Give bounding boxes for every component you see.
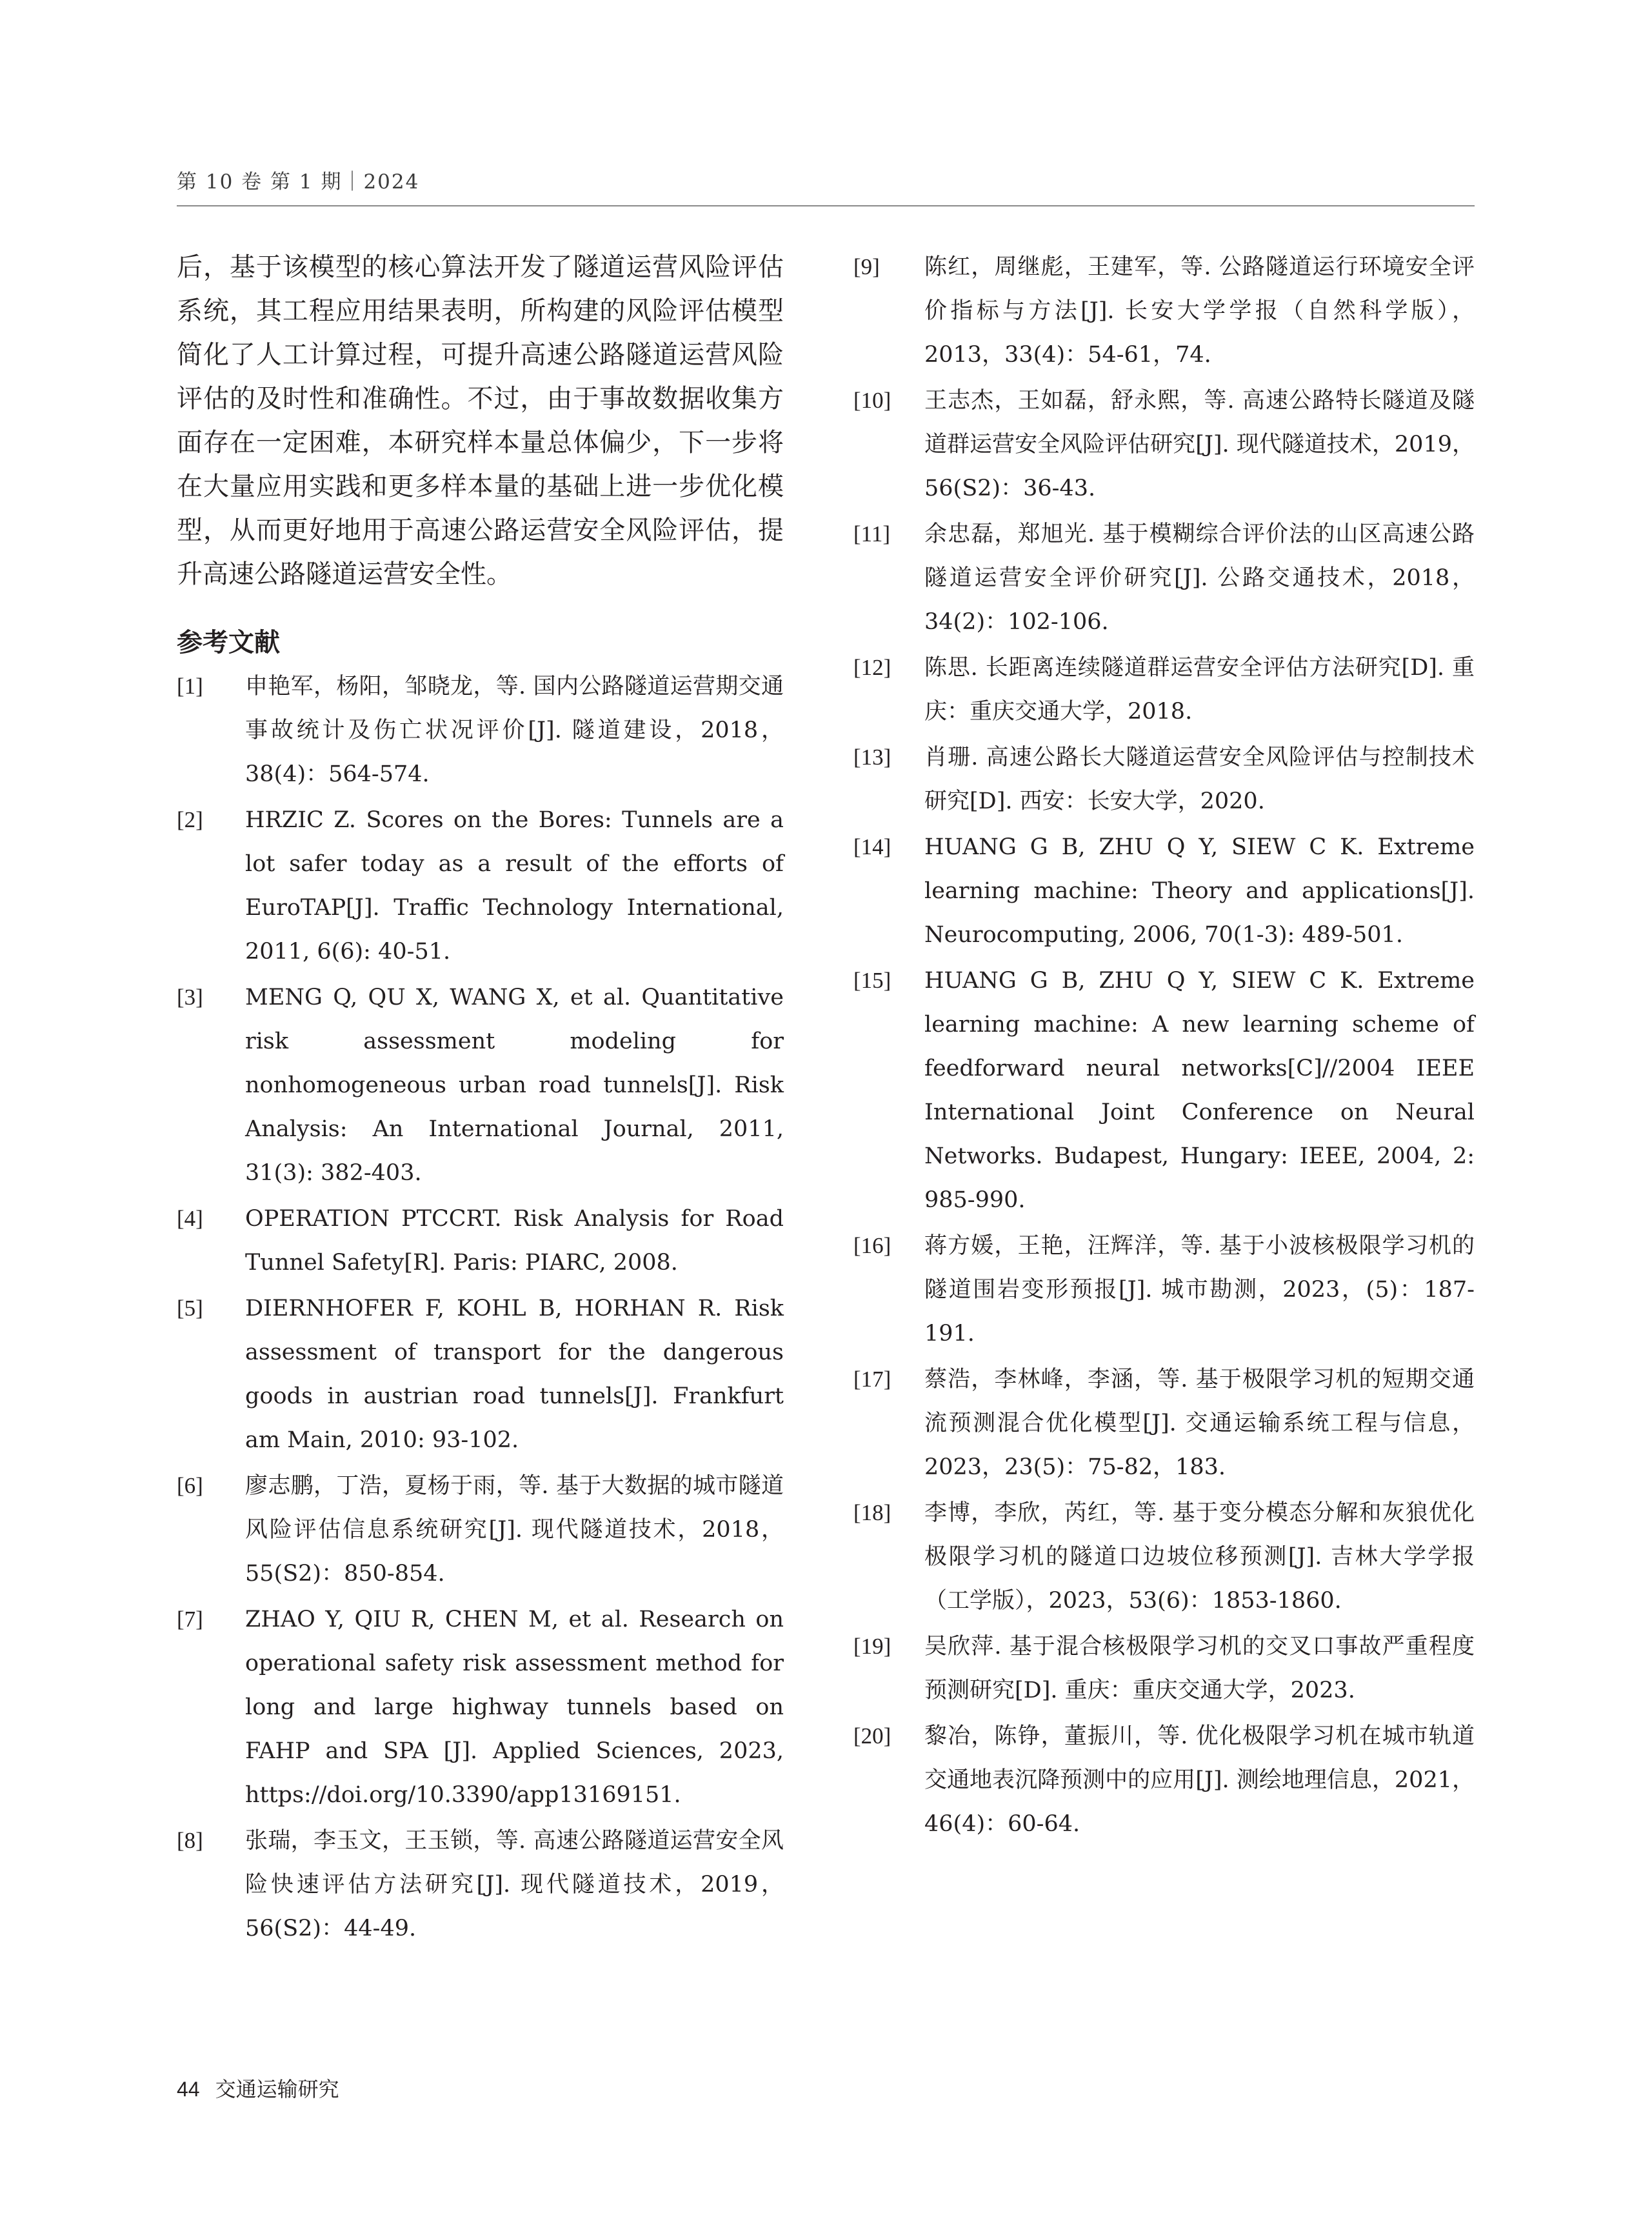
reference-item-19 (853, 1625, 1475, 1712)
reference-item-4 (177, 1197, 784, 1285)
reference-number: [4] (177, 1206, 203, 1231)
header-divider (177, 205, 1475, 206)
reference-item-18 (853, 1491, 1475, 1623)
reference-text: 李博，李欣，芮红，等. 基于变分模态分解和灰狼优化极限学习机的隧道口边坡位移预测[J]. 吉林大学学报（工学版），2023，53(6)：1853-1860. (924, 1500, 1475, 1614)
reference-text: 肖珊. 高速公路长大隧道运营安全风险评估与控制技术研究[D]. 西安：长安大学，2020. (924, 745, 1475, 814)
reference-text: 王志杰，王如磊，舒永熙，等. 高速公路特长隧道及隧道群运营安全风险评估研究[J]. 现代隧道技术，2019，56(S2)：36-43. (924, 388, 1475, 501)
reference-number: [20] (853, 1723, 891, 1749)
reference-number: [6] (177, 1473, 203, 1498)
reference-number: [9] (853, 254, 880, 279)
reference-number: [2] (177, 807, 203, 832)
reference-item-15 (853, 959, 1475, 1222)
reference-item-8 (177, 1819, 784, 1950)
reference-item-12 (853, 646, 1475, 734)
reference-text: 廖志鹏，丁浩，夏杨于雨，等. 基于大数据的城市隧道风险评估信息系统研究[J]. 现代隧道技术，2018，55(S2)：850-854. (245, 1473, 784, 1587)
reference-item-5 (177, 1287, 784, 1462)
reference-number: [3] (177, 985, 203, 1010)
reference-number: [5] (177, 1296, 203, 1321)
reference-list-right (853, 245, 1475, 1846)
reference-list-left (177, 665, 784, 1950)
reference-text: 陈思. 长距离连续隧道群运营安全评估方法研究[D]. 重庆：重庆交通大学，2018. (924, 655, 1475, 725)
reference-number: [16] (853, 1233, 891, 1258)
reference-text: 申艳军，杨阳，邹晓龙，等. 国内公路隧道运营期交通事故统计及伤亡状况评价[J]. 隧道建设，2018，38(4)：564-574. (245, 674, 784, 787)
reference-item-3 (177, 976, 784, 1195)
reference-item-7 (177, 1598, 784, 1817)
reference-text: 蒋方媛，王艳，汪辉洋，等. 基于小波核极限学习机的隧道围岩变形预报[J]. 城市勘测，2023，(5)：187-191. (924, 1233, 1475, 1347)
reference-text: ZHAO Y, QIU R, CHEN M, et al. Research on operational safety risk assessment method for long and large highway tunnels based on FAHP and SPA [J]. Applied Sciences, 2023, https://doi.org/10.3390/app13169151. (245, 1607, 784, 1808)
reference-number: [8] (177, 1828, 203, 1853)
reference-text: HRZIC Z. Scores on the Bores: Tunnels are a lot safer today as a result of the efforts of EuroTAP[J]. Traffic Technology International, 2011, 6(6): 40-51. (245, 807, 784, 965)
right-column (853, 245, 1475, 1848)
reference-item-14 (853, 825, 1475, 957)
reference-number: [13] (853, 745, 891, 770)
reference-item-2 (177, 798, 784, 974)
reference-item-11 (853, 512, 1475, 644)
reference-text: HUANG G B, ZHU Q Y, SIEW C K. Extreme learning machine: Theory and applications[J]. Neurocomputing, 2006, 70(1-3): 489-501. (924, 834, 1475, 948)
reference-text: 余忠磊，郑旭光. 基于模糊综合评价法的山区高速公路隧道运营安全评价研究[J]. 公路交通技术，2018，34(2)：102-106. (924, 521, 1475, 635)
running-header: 第 10 卷 第 1 期｜2024 (177, 170, 420, 194)
reference-number: [15] (853, 968, 891, 993)
reference-text: DIERNHOFER F, KOHL B, HORHAN R. Risk assessment of transport for the dangerous goods in austrian road tunnels[J]. Frankfurt am Main, 2010: 93-102. (245, 1296, 784, 1453)
reference-text: MENG Q, QU X, WANG X, et al. Quantitative risk assessment modeling for nonhomogeneous urban road tunnels[J]. Risk Analysis: An International Journal, 2011, 31(3): 382-403. (245, 985, 784, 1186)
reference-number: [7] (177, 1607, 203, 1632)
reference-item-9 (853, 245, 1475, 377)
references-heading: 参考文献 (177, 628, 280, 657)
reference-number: [11] (853, 521, 891, 546)
reference-text: 黎冶，陈铮，董振川，等. 优化极限学习机在城市轨道交通地表沉降预测中的应用[J]. 测绘地理信息，2021，46(4)：60-64. (924, 1723, 1475, 1837)
reference-text: HUANG G B, ZHU Q Y, SIEW C K. Extreme learning machine: A new learning scheme of feedforward neural networks[C]//2004 IEEE International Joint Conference on Neural Networks. Budapest, Hungary: IEEE, 2004, 2: 985-990. (924, 968, 1475, 1213)
reference-item-17 (853, 1358, 1475, 1489)
reference-text: 张瑞，李玉文，王玉锁，等. 高速公路隧道运营安全风险快速评估方法研究[J]. 现代隧道技术，2019，56(S2)：44-49. (245, 1828, 784, 1941)
journal-name: 交通运输研究 (215, 2077, 339, 2101)
reference-text: 陈红，周继彪，王建军，等. 公路隧道运行环境安全评价指标与方法[J]. 长安大学学报（自然科学版），2013，33(4)：54-61，74. (924, 254, 1475, 368)
reference-item-10 (853, 379, 1475, 510)
page-footer (177, 2076, 339, 2102)
reference-text: 蔡浩，李林峰，李涵，等. 基于极限学习机的短期交通流预测混合优化模型[J]. 交通运输系统工程与信息，2023，23(5)：75-82，183. (924, 1367, 1475, 1480)
reference-number: [17] (853, 1367, 891, 1392)
conclusion-paragraph: 后，基于该模型的核心算法开发了隧道运营风险评估系统，其工程应用结果表明，所构建的风险评估模型简化了人工计算过程，可提升高速公路隧道运营风险评估的及时性和准确性。不过，由于事故数据收集方面存在一定困难，本研究样本量总体偏少，下一步将在大量应用实践和更多样本量的基础上进一步优化模型，从而更好地用于高速公路运营安全风险评估，提升高速公路隧道运营安全性。 (177, 252, 784, 589)
page-number: 44 (177, 2078, 200, 2101)
reference-item-13 (853, 736, 1475, 823)
left-column (177, 245, 784, 1952)
reference-item-16 (853, 1224, 1475, 1356)
reference-item-20 (853, 1714, 1475, 1846)
reference-item-6 (177, 1464, 784, 1596)
reference-number: [18] (853, 1500, 891, 1525)
reference-number: [19] (853, 1634, 891, 1659)
reference-number: [1] (177, 674, 203, 699)
reference-text: OPERATION PTCCRT. Risk Analysis for Road Tunnel Safety[R]. Paris: PIARC, 2008. (245, 1206, 784, 1276)
reference-number: [10] (853, 388, 891, 413)
reference-number: [12] (853, 655, 891, 680)
reference-item-1 (177, 665, 784, 796)
reference-number: [14] (853, 834, 891, 859)
reference-text: 吴欣萍. 基于混合核极限学习机的交叉口事故严重程度预测研究[D]. 重庆：重庆交通大学，2023. (924, 1634, 1475, 1703)
